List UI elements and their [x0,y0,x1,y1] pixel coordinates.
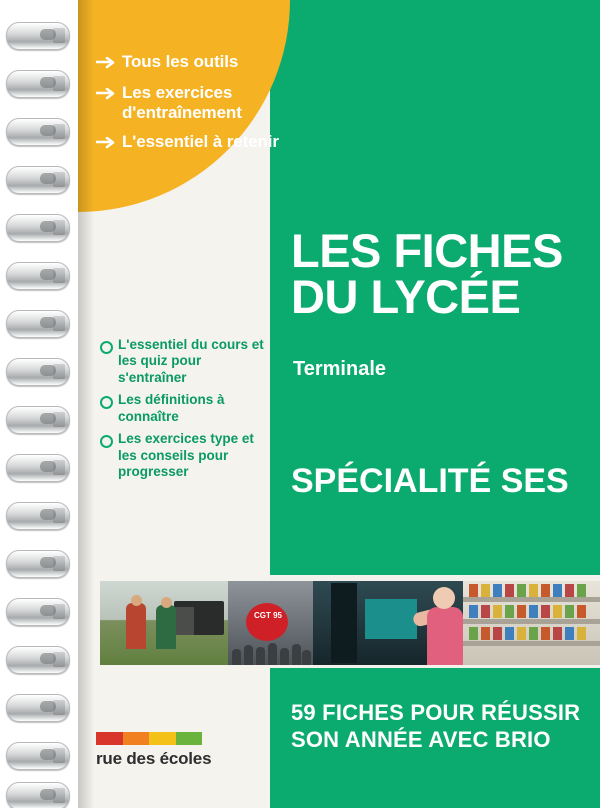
feature-bullet-list [100,337,272,487]
bullet-dot-icon [100,341,113,354]
photo-sign-label: CGT 95 [253,611,282,620]
photo-demonstration [228,581,313,665]
cover-speciality: SPÉCIALITÉ SES [291,462,569,500]
spiral-binding [0,0,78,808]
feature-bullet-label: Les exercices type et les conseils pour progresser [118,431,254,480]
cover-title-line1: LES FICHES [291,224,563,277]
highlight-item [96,52,296,74]
arrow-right-icon [96,136,122,154]
highlight-label: L'essentiel à retenir [122,131,279,151]
photo-farmers [100,581,228,665]
arrow-right-icon [96,87,122,105]
cover-title-line2: DU LYCÉE [291,270,521,324]
arrow-right-icon [96,56,122,74]
feature-bullet-label: L'essentiel du cours et les quiz pour s'entraîner [118,337,264,385]
feature-bullet [100,431,272,480]
photo-strip [100,581,600,665]
publisher-logo [96,732,211,769]
feature-bullet [100,392,272,425]
cover-tagline [291,700,580,754]
highlight-item [96,132,296,154]
highlight-label: Tous les outils [122,52,239,71]
highlight-list [96,52,296,163]
logo-color-bars-icon [96,732,202,745]
cover-tagline-line1: 59 FICHES POUR RÉUSSIR [291,700,581,725]
cover-level: Terminale [293,358,386,380]
bullet-dot-icon [100,435,113,448]
publisher-name: rue des écoles [96,749,212,768]
page-edge-shadow [78,0,94,808]
feature-bullet-label: Les définitions à connaître [118,392,225,424]
cover-title [291,224,563,324]
photo-supermarket-aisle [463,581,600,665]
photo-self-checkout [313,581,463,665]
bullet-dot-icon [100,396,113,409]
cover-tagline-line2: SON ANNÉE AVEC BRIO [291,726,551,752]
feature-bullet [100,337,272,386]
highlight-label: Les exercices d'entraînement [122,83,242,122]
highlight-item [96,83,296,123]
